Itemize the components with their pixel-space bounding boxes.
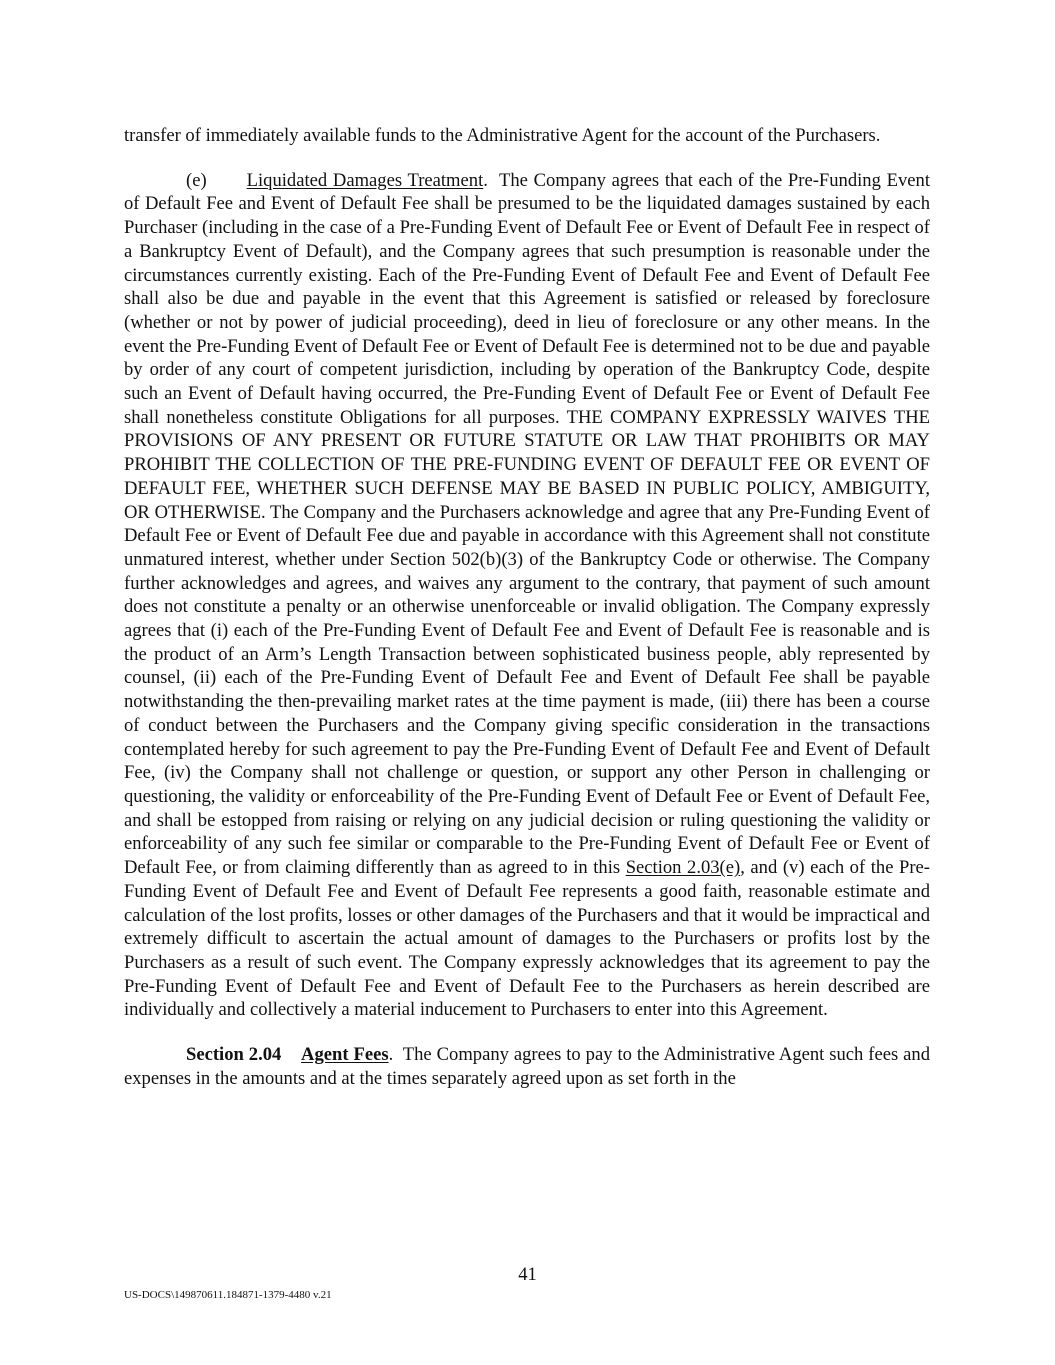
paragraph-e-heading-period: . <box>483 169 488 191</box>
carryover-paragraph <box>124 124 930 148</box>
document-page <box>124 124 930 1090</box>
page-number: 41 <box>518 1264 537 1285</box>
paragraph-e-label: (e) <box>186 169 207 191</box>
paragraph-e-heading: Liquidated Damages Treatment <box>246 169 484 191</box>
carryover-text: transfer of immediately available funds to the Administrative Agent for the account of the Purchasers. <box>124 125 881 146</box>
document-id: US-DOCS\149870611.184871-1379-4480 v.21 <box>124 1289 332 1301</box>
section-2-03-e-reference: Section 2.03(e) <box>625 857 741 879</box>
paragraph-e <box>124 169 930 1022</box>
section-2-04-heading-period: . <box>388 1044 394 1066</box>
section-2-04-paragraph <box>124 1043 930 1090</box>
paragraph-e-body-1: The Company agrees that each of the Pre-Funding Event of Default Fee and Event of Default Fee shall be presumed to be the liquidated damages sustained by each Purchaser (including in the case of a Pre-Funding Event of Default Fee or Event of Default Fee in respect of a Bankruptcy Event of Default), and the Company agrees that such presumption is reasonable under the circumstances currently existing. Each of the Pre-Funding Event of Default Fee and Event of Default Fee shall also be due and payable in the event that this Agreement is satisfied or released by foreclosure (whether or not by power of judicial proceeding), deed in lieu of foreclosure or any other means. In the event the Pre-Funding Event of Default Fee or Event of Default Fee is determined not to be due and payable by order of any court of competent jurisdiction, including by operation of the Bankruptcy Code, despite such an Event of Default having occurred, the Pre-Funding Event of Default Fee or Event of Default Fee shall nonetheless constitute Obligations for all purposes. THE COMPANY EXPRESSLY WAIVES THE PROVISIONS OF ANY PRESENT OR FUTURE STATUTE OR LAW THAT PROHIBITS OR MAY PROHIBIT THE COLLECTION OF THE PRE-FUNDING EVENT OF DEFAULT FEE OR EVENT OF DEFAULT FEE, WHETHER SUCH DEFENSE MAY BE BASED IN PUBLIC POLICY, AMBIGUITY, OR OTHERWISE. The Company and the Purchasers acknowledge and agree that any Pre-Funding Event of Default Fee or Event of Default Fee due and payable in accordance with this Agreement shall not constitute unmatured interest, whether under Section 502(b)(3) of the Bankruptcy Code or otherwise. The Company further acknowledges and agrees, and waives any argument to the contrary, that payment of such amount does not constitute a penalty or an otherwise unenforceable or invalid obligation. The Company expressly agrees that (i) each of the Pre-Funding Event of Default Fee and Event of Default Fee is reasonable and is the product of an Arm’s Length Transaction between sophisticated business people, ably represented by counsel, (ii) each of the Pre-Funding Event of Default Fee and Event of Default Fee shall be payable notwithstanding the then-prevailing market rates at the time payment is made, (iii) there has been a course of conduct between the Purchasers and the Company giving specific consideration in the transactions contemplated hereby for such agreement to pay the Pre-Funding Event of Default Fee and Event of Default Fee, (iv) the Company shall not challenge or question, or support any other Person in challenging or questioning, the validity or enforceability of the Pre-Funding Event of Default Fee or Event of Default Fee, and shall be estopped from raising or relying on any judicial decision or ruling questioning the validity or enforceability of any such fee similar or comparable to the Pre-Funding Event of Default Fee or Event of Default Fee, or from claiming differently than as agreed to in this <box>124 169 930 879</box>
section-2-04-number: Section 2.04 <box>186 1044 282 1066</box>
paragraph-e-body-2: , and (v) each of the Pre-Funding Event of Default Fee and Event of Default Fee represents a good faith, reasonable estimate and calculation of the lost profits, losses or other damages of the Purchasers and that it would be impractical and extremely difficult to ascertain the actual amount of damages to the Purchasers or profits lost by the Purchasers as a result of such event. The Company expressly acknowledges that its agreement to pay the Pre-Funding Event of Default Fee and Event of Default Fee to the Purchasers as herein described are individually and collectively a material inducement to Purchasers to enter into this Agreement. <box>124 857 930 1021</box>
section-2-04-heading: Agent Fees <box>301 1044 389 1066</box>
section-2-04-body: The Company agrees to pay to the Administrative Agent such fees and expenses in the amounts and at the times separately agreed upon as set forth in the <box>124 1044 930 1089</box>
